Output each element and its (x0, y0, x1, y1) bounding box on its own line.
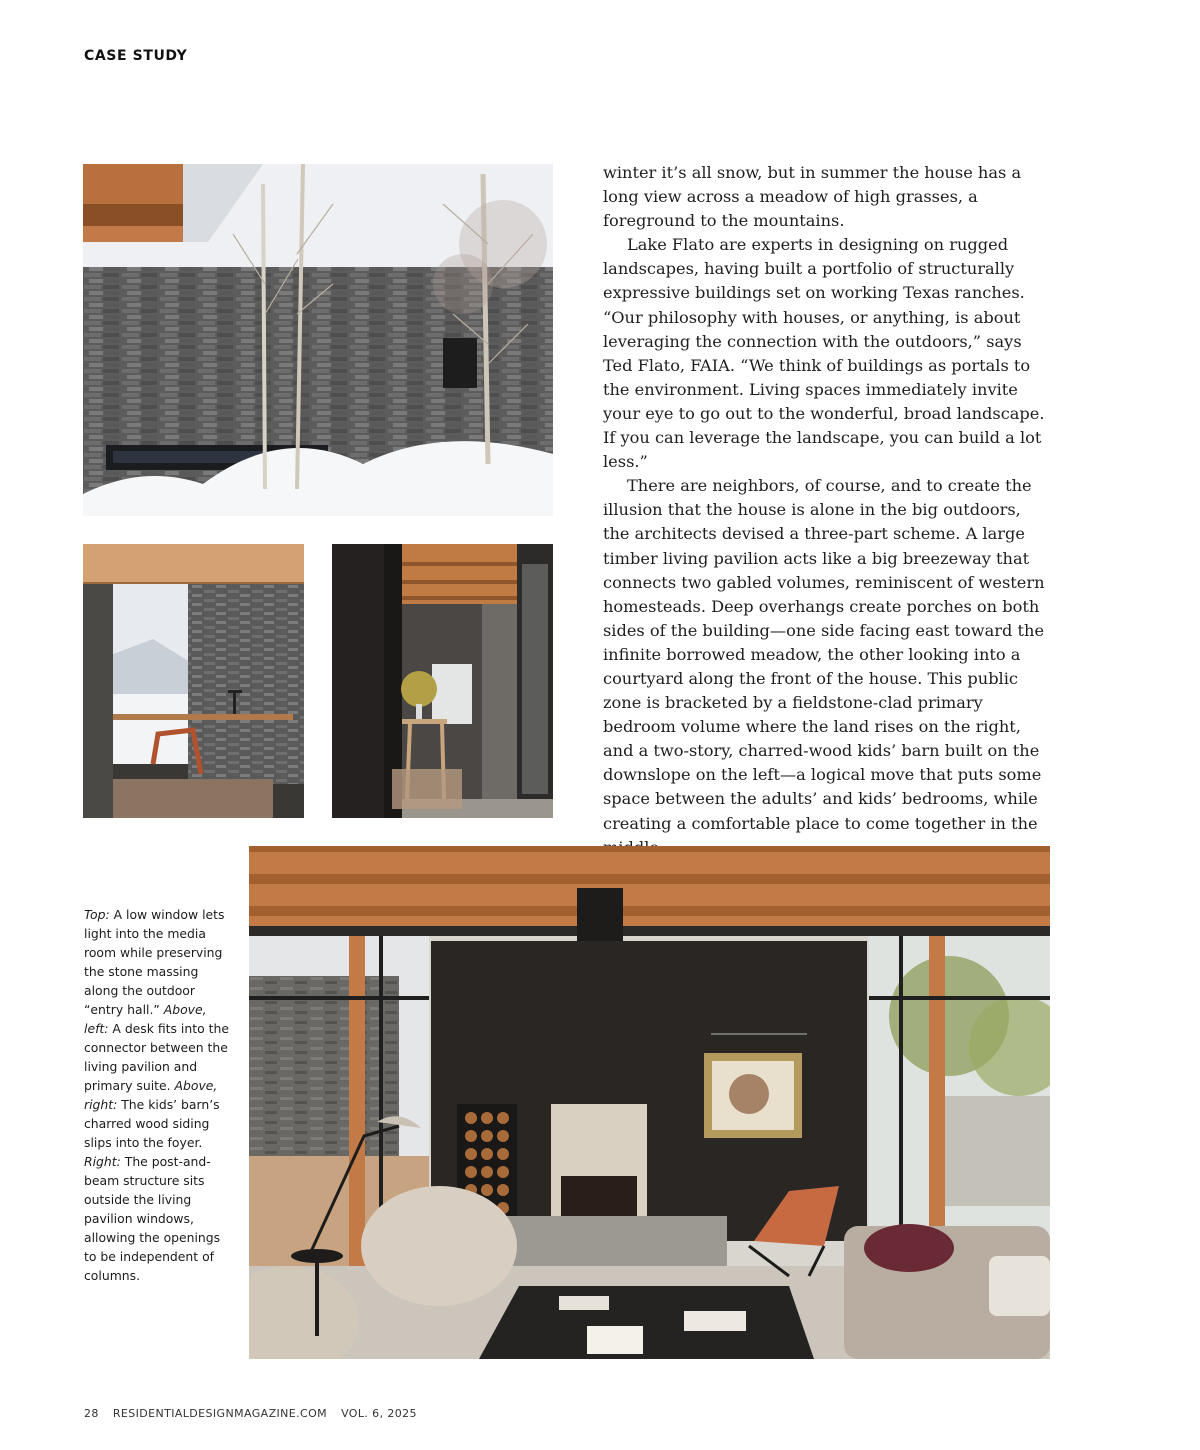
photo-desk-connector (83, 544, 304, 818)
caption-text-right: The post-and-beam structure sits outside the living pavilion windows, allowing the openings to be independent of columns. (84, 1154, 221, 1283)
caption-lead-top: Top: (84, 907, 110, 922)
photo-foyer-charred-wood (332, 544, 553, 818)
caption-lead-right: Right: (84, 1154, 121, 1169)
magazine-site: RESIDENTIALDESIGNMAGAZINE.COM (112, 1407, 328, 1420)
section-label: CASE STUDY (84, 48, 188, 64)
caption-text-above-right: The kids’ barn’s charred wood siding slips into the foyer. (84, 1097, 220, 1150)
paragraph-1: winter it’s all snow, but in summer the house has a long view across a meadow of high grasses, a foreground to the mountains. (603, 163, 1022, 231)
caption-text-above-left: A desk fits into the connector between the living pavilion and primary suite. (84, 1021, 229, 1093)
page-number: 28 (84, 1407, 99, 1420)
photo-caption (84, 905, 234, 1285)
caption-lead-above-left: Above, left: (84, 1002, 207, 1036)
paragraph-3: There are neighbors, of course, and to create the illusion that the house is alone in the big outdoors, the architects devised a three-part scheme. A large timber living pavilion acts like a big breezeway that connects two gabled volumes, reminiscent of western homesteads. Deep overhangs create porches on both sides of the building—one side facing east toward the infinite borrowed meadow, the other looking into a courtyard along the front of the house. This public zone is bracketed by a fieldstone-clad primary bedroom volume where the land rises on the right, and a two-story, charred-wood kids’ barn built on the downslope on the left—a logical move that puts some space between the adults’ and kids’ bedrooms, while creating a comfortable place to come together in the (603, 476, 1045, 833)
page-footer (84, 1407, 417, 1420)
photo-living-pavilion (249, 846, 1050, 1359)
caption-lead-above-right: Above, right: (84, 1078, 218, 1112)
caption-text-top: A low window lets light into the media room while preserving the stone massing along the outdoor “entry hall.” (84, 907, 225, 1017)
article-body (603, 161, 1048, 860)
photo-stone-wall-snow (83, 164, 553, 516)
volume-label: VOL. 6, 2025 (341, 1407, 417, 1420)
paragraph-2: Lake Flato are experts in designing on rugged landscapes, having built a portfolio of structurally expressive buildings set on working Texas ranches. “Our philosophy with houses, or anything, is about leveraging the connection with the outdoors,” says Ted Flato, FAIA. “We think of buildings as portals to the environment. Living spaces immediately invite your eye to go out to the wonderful, broad landscape. If you can leverage the landscape, you can build a lot less.” (603, 235, 1045, 472)
